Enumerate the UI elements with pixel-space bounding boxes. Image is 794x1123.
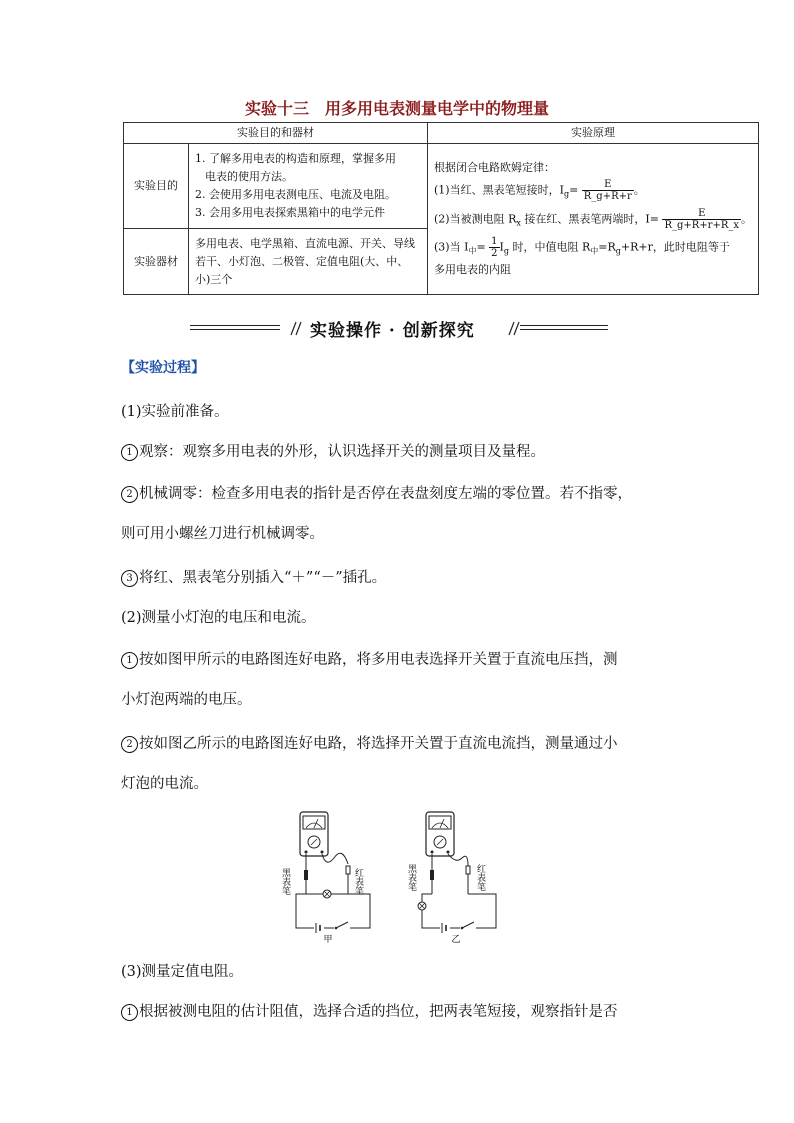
principle-3: (3)当 $I_中=$ $\frac{1}{2}$ $I_g$ 时，中值电阻 $R_中=R_g+R+r$，此时电阻等于	[434, 236, 730, 260]
header-right: 实验原理	[428, 123, 759, 144]
svg-text:红表笔: 红表笔	[475, 864, 485, 891]
svg-text:黑表笔: 黑表笔	[280, 868, 290, 895]
principle-content: 根据闭合电路欧姆定律： (1)当红、黑表笔短接时，$I_g=$ $\frac{E}{R\_g+R+r}$ 。 (2)当被测电阻 $R_x$ 接在红、黑表笔两端时，I= $\frac{E}{R\_g+R+r+R\_x}$ 。 (3)当 $I_中=$ $\frac{1}{2}$ $I_g$ 时，中值电阻 $R_中=R_g+R+r$，此时电阻等于 多用电表的内阻	[428, 144, 759, 295]
line-3: 2 机械调零：检查多用电表的指针是否停在表盘刻度左端的零位置。若不指零，	[121, 482, 632, 503]
page-title: 实验十三 用多用电表测量电学中的物理量	[244, 99, 549, 118]
banner-slash-left-icon	[285, 319, 305, 337]
svg-text:乙: 乙	[451, 935, 461, 945]
principle-1: (1)当红、黑表笔短接时，$I_g=$ $\frac{E}{R\_g+R+r}$ 。	[434, 178, 645, 202]
banner-rule-right	[520, 325, 608, 330]
line-1: (1)实验前准备。	[121, 404, 229, 420]
principle-2: (2)当被测电阻 $R_x$ 接在红、黑表笔两端时，I= $\frac{E}{R\_g+R+r+R\_x}$ 。	[434, 207, 752, 231]
circuit-right	[406, 812, 496, 945]
line-9: 2 按如图乙所示的电路图连好电路，将选择开关置于直流电流挡，测量通过小	[121, 732, 618, 753]
section-banner	[0, 316, 794, 340]
svg-text:红表笔: 红表笔	[353, 868, 363, 895]
svg-text:甲: 甲	[323, 935, 333, 945]
row2-label: 实验器材	[124, 229, 189, 295]
circuit-left	[280, 812, 370, 945]
line-5: 3 将红、黑表笔分别插入“＋”“－”插孔。	[121, 566, 386, 587]
experiment-info-table	[123, 122, 759, 295]
section-label: 【实验过程】	[121, 360, 205, 376]
line-7: 1 按如图甲所示的电路图连好电路，将多用电表选择开关置于直流电压挡，测	[121, 648, 618, 669]
banner-rule-left	[190, 325, 280, 330]
header-left: 实验目的和器材	[124, 123, 428, 144]
row1-content: 1. 了解多用电表的构造和原理，掌握多用 电表的使用方法。 2. 会使用多用电表测电压、电流及电阻。 3. 会用多用电表探索黑箱中的电学元件	[189, 144, 428, 229]
row2-content: 多用电表、电学黑箱、直流电源、开关、导线 若干、小灯泡、二极管、定值电阻(大、中、 小)三个	[189, 229, 428, 295]
line-4: 则可用小螺丝刀进行机械调零。	[121, 526, 324, 542]
banner-text: 实验操作 · 创新探究	[310, 321, 475, 341]
svg-text:黑表笔: 黑表笔	[406, 864, 416, 891]
line-11: (3)测量定值电阻。	[121, 964, 244, 980]
line-6: (2)测量小灯泡的电压和电流。	[121, 610, 316, 626]
line-10: 灯泡的电流。	[121, 776, 208, 792]
line-12: 1 根据被测电阻的估计阻值，选择合适的挡位，把两表笔短接，观察指针是否	[121, 1000, 618, 1021]
line-2: 1 观察：观察多用电表的外形，认识选择开关的测量项目及量程。	[121, 440, 545, 461]
line-8: 小灯泡两端的电压。	[121, 692, 252, 708]
circuit-figure	[270, 806, 520, 946]
row1-label: 实验目的	[124, 144, 189, 229]
